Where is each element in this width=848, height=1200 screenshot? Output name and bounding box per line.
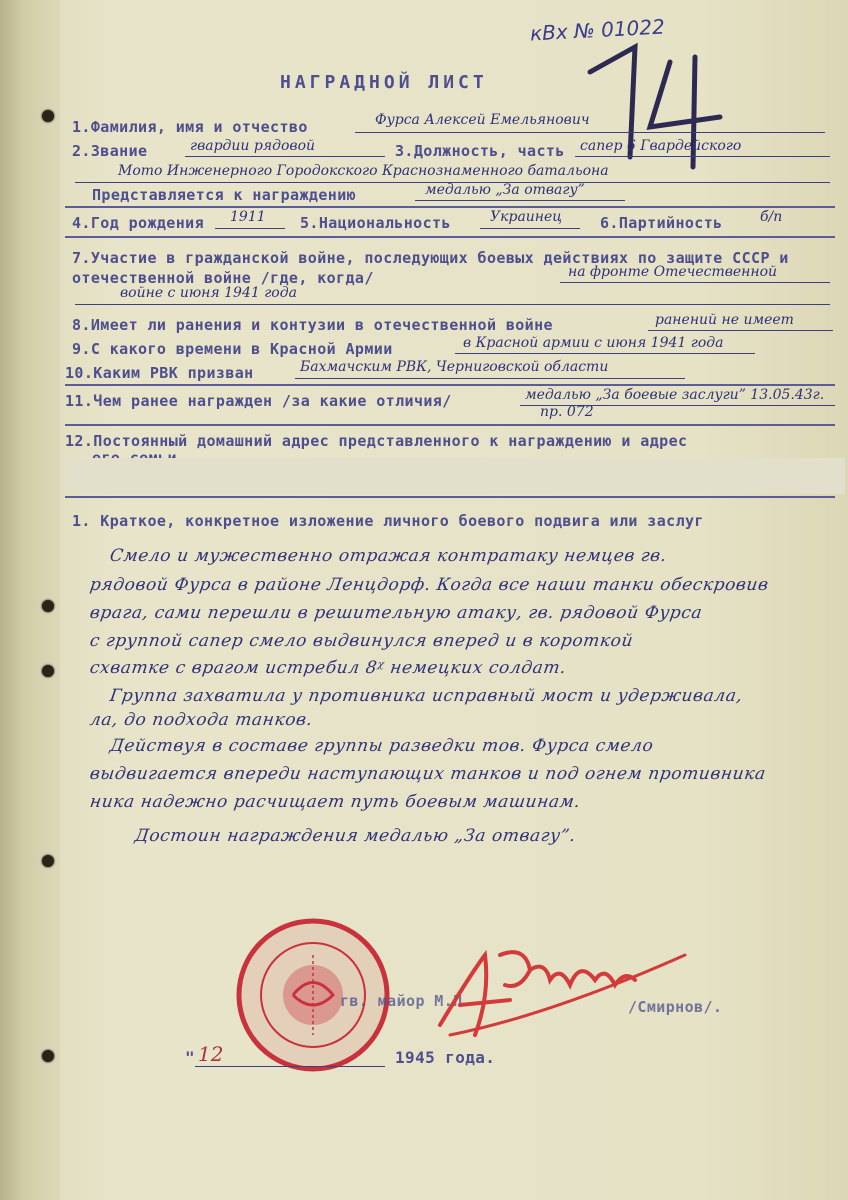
field-prior-awards-order: пр. 072 — [540, 404, 594, 420]
narrative-line: Достоин награждения медалью „За отвагу”. — [133, 826, 578, 846]
document-title: НАГРАДНОЙ ЛИСТ — [280, 72, 488, 93]
narrative-line: ла, до подхода танков. — [88, 710, 315, 730]
field-party-label: 6.Партийность — [600, 214, 723, 232]
field-birthyear-value: 1911 — [230, 209, 266, 225]
separator-line — [65, 496, 835, 498]
field-wounds-label: 8.Имеет ли ранения и контузии в отечественной войне — [72, 316, 553, 334]
field-award-label: Представляется к награждению — [92, 186, 357, 204]
punch-hole — [42, 110, 54, 122]
field-rank-value: гвардии рядовой — [190, 138, 316, 154]
underline — [295, 378, 685, 379]
separator-line — [65, 206, 835, 208]
field-rvk-label: 10.Каким РВК призван — [65, 364, 254, 382]
field-position-label: 3.Должность, часть — [395, 142, 565, 160]
field-rank-label: 2.Звание — [72, 142, 148, 160]
punch-hole — [42, 855, 54, 867]
underline — [455, 353, 755, 354]
field-name-value: Фурса Алексей Емельянович — [375, 112, 590, 128]
field-combat-value: на фронте Отечественной — [568, 264, 778, 280]
field-combat-value-2: войне с июня 1941 года — [120, 285, 297, 301]
underline — [215, 228, 285, 229]
narrative-line: врага, сами перешли в решительную атаку, гв. рядовой Фурса — [88, 603, 704, 623]
commander-signature — [430, 935, 700, 1050]
field-wounds-value: ранений не имеет — [655, 312, 794, 328]
commander-rank: гв. майор М.П. — [340, 992, 473, 1010]
field-party-value: б/п — [760, 209, 783, 225]
commander-name: /Смирнов/. — [628, 998, 723, 1016]
underline — [480, 228, 580, 229]
narrative-line: Группа захватила у противника исправный мост и удерживала, — [108, 686, 744, 706]
underline — [415, 200, 625, 201]
punch-hole — [42, 1050, 54, 1062]
field-nationality-value: Украинец — [490, 209, 563, 225]
narrative-line: с группой сапер смело выдвинулся вперед и в короткой — [88, 631, 635, 651]
field-name-label: 1.Фамилия, имя и отчество — [72, 118, 308, 136]
field-unit-value: Мото Инженерного Городокского Краснознаменного батальона — [118, 163, 609, 179]
field-birthyear-label: 4.Год рождения — [72, 214, 205, 232]
field-address-label: 12.Постоянный домашний адрес представленного к награждению и адрес — [65, 432, 688, 450]
narrative-line: ника надежно расчищает путь боевым машинам. — [88, 792, 582, 812]
field-army-since-label: 9.С какого времени в Красной Армии — [72, 340, 393, 358]
date-quote: " — [185, 1048, 196, 1067]
separator-line — [65, 236, 835, 238]
underline — [648, 330, 833, 331]
underline — [560, 282, 830, 283]
redacted-address — [65, 458, 845, 494]
punch-hole — [42, 665, 54, 677]
punch-hole — [42, 600, 54, 612]
field-prior-awards-value: медалью „За боевые заслуги” 13.05.43г. — [525, 387, 825, 403]
underline — [195, 1066, 385, 1067]
separator-line — [65, 424, 835, 426]
underline — [75, 304, 830, 305]
date-day: 12 — [198, 1042, 224, 1066]
narrative-line: Смело и мужественно отражая контратаку немцев гв. — [108, 546, 669, 566]
field-prior-awards-label: 11.Чем ранее награжден /за какие отличия/ — [65, 392, 452, 410]
date-year: 1945 года. — [395, 1048, 496, 1067]
section-heading: 1. Краткое, конкретное изложение личного боевого подвига или заслуг — [72, 512, 704, 530]
underline — [355, 132, 825, 133]
narrative-line: схватке с врагом истребил 8ᵡ немецких солдат. — [88, 658, 568, 678]
field-rvk-value: Бахмачским РВК, Черниговской области — [300, 359, 609, 375]
narrative-line: Действуя в составе группы разведки тов. Фурса смело — [108, 736, 655, 756]
field-combat-label: 7.Участие в гражданской войне, последующих боевых действиях по защите СССР и отечественной войне /где, когда/ — [72, 249, 789, 287]
underline — [575, 156, 830, 157]
field-award-value: медалью „За отвагу” — [425, 182, 585, 198]
narrative-line: рядовой Фурса в районе Ленцдорф. Когда все наши танки обескровив — [88, 575, 770, 595]
narrative-line: выдвигается впереди наступающих танков и под огнем противника — [88, 764, 768, 784]
underline — [185, 156, 385, 157]
field-position-value: сапер 6 Гвардейского — [580, 138, 742, 154]
field-army-since-value: в Красной армии с июня 1941 года — [463, 335, 724, 351]
separator-line — [65, 384, 835, 386]
registry-number: кВх № 01022 — [529, 14, 666, 46]
field-nationality-label: 5.Национальность — [300, 214, 451, 232]
